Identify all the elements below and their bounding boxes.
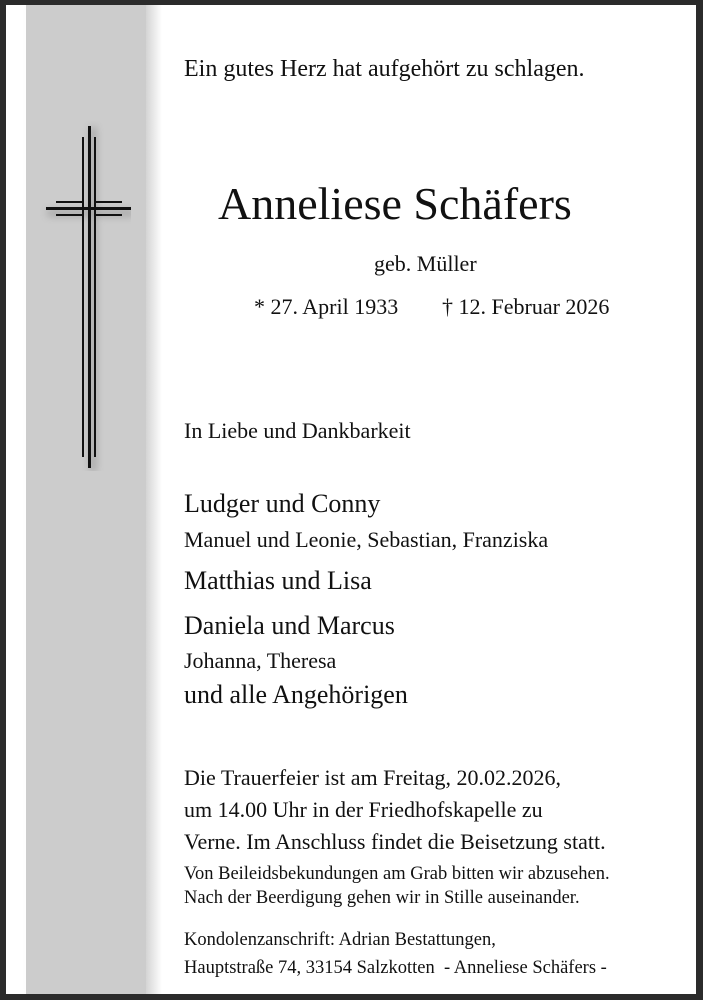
- deceased-name: Anneliese Schäfers: [218, 178, 572, 229]
- service-line: Die Trauerfeier ist am Freitag, 20.02.2026,: [184, 765, 561, 790]
- band-shadow: [146, 5, 162, 994]
- family-line: Matthias und Lisa: [184, 566, 372, 595]
- family-line: Johanna, Theresa: [184, 648, 337, 673]
- request-line: Nach der Beerdigung gehen wir in Stille auseinander.: [184, 888, 580, 908]
- death-date: † 12. Februar 2026: [442, 294, 610, 319]
- opening-line: Ein gutes Herz hat aufgehört zu schlagen.: [184, 56, 585, 82]
- family-line: Manuel und Leonie, Sebastian, Franziska: [184, 527, 549, 552]
- condolence-line: Kondolenzanschrift: Adrian Bestattungen,: [184, 930, 496, 950]
- family-line: und alle Angehörigen: [184, 680, 408, 709]
- condolence-line: Hauptstraße 74, 33154 Salzkotten - Anneliese Schäfers -: [184, 958, 607, 978]
- dedication: In Liebe und Dankbarkeit: [184, 418, 411, 443]
- birth-date: * 27. April 1933: [254, 294, 399, 319]
- obituary-notice: [6, 5, 696, 994]
- service-line: Verne. Im Anschluss findet die Beisetzung statt.: [184, 829, 606, 854]
- maiden-name: geb. Müller: [374, 251, 477, 276]
- service-line: um 14.00 Uhr in der Friedhofskapelle zu: [184, 797, 543, 822]
- cross-icon: [39, 121, 131, 471]
- family-line: Ludger und Conny: [184, 489, 381, 518]
- request-line: Von Beileidsbekundungen am Grab bitten wir abzusehen.: [184, 864, 610, 884]
- family-line: Daniela und Marcus: [184, 611, 395, 640]
